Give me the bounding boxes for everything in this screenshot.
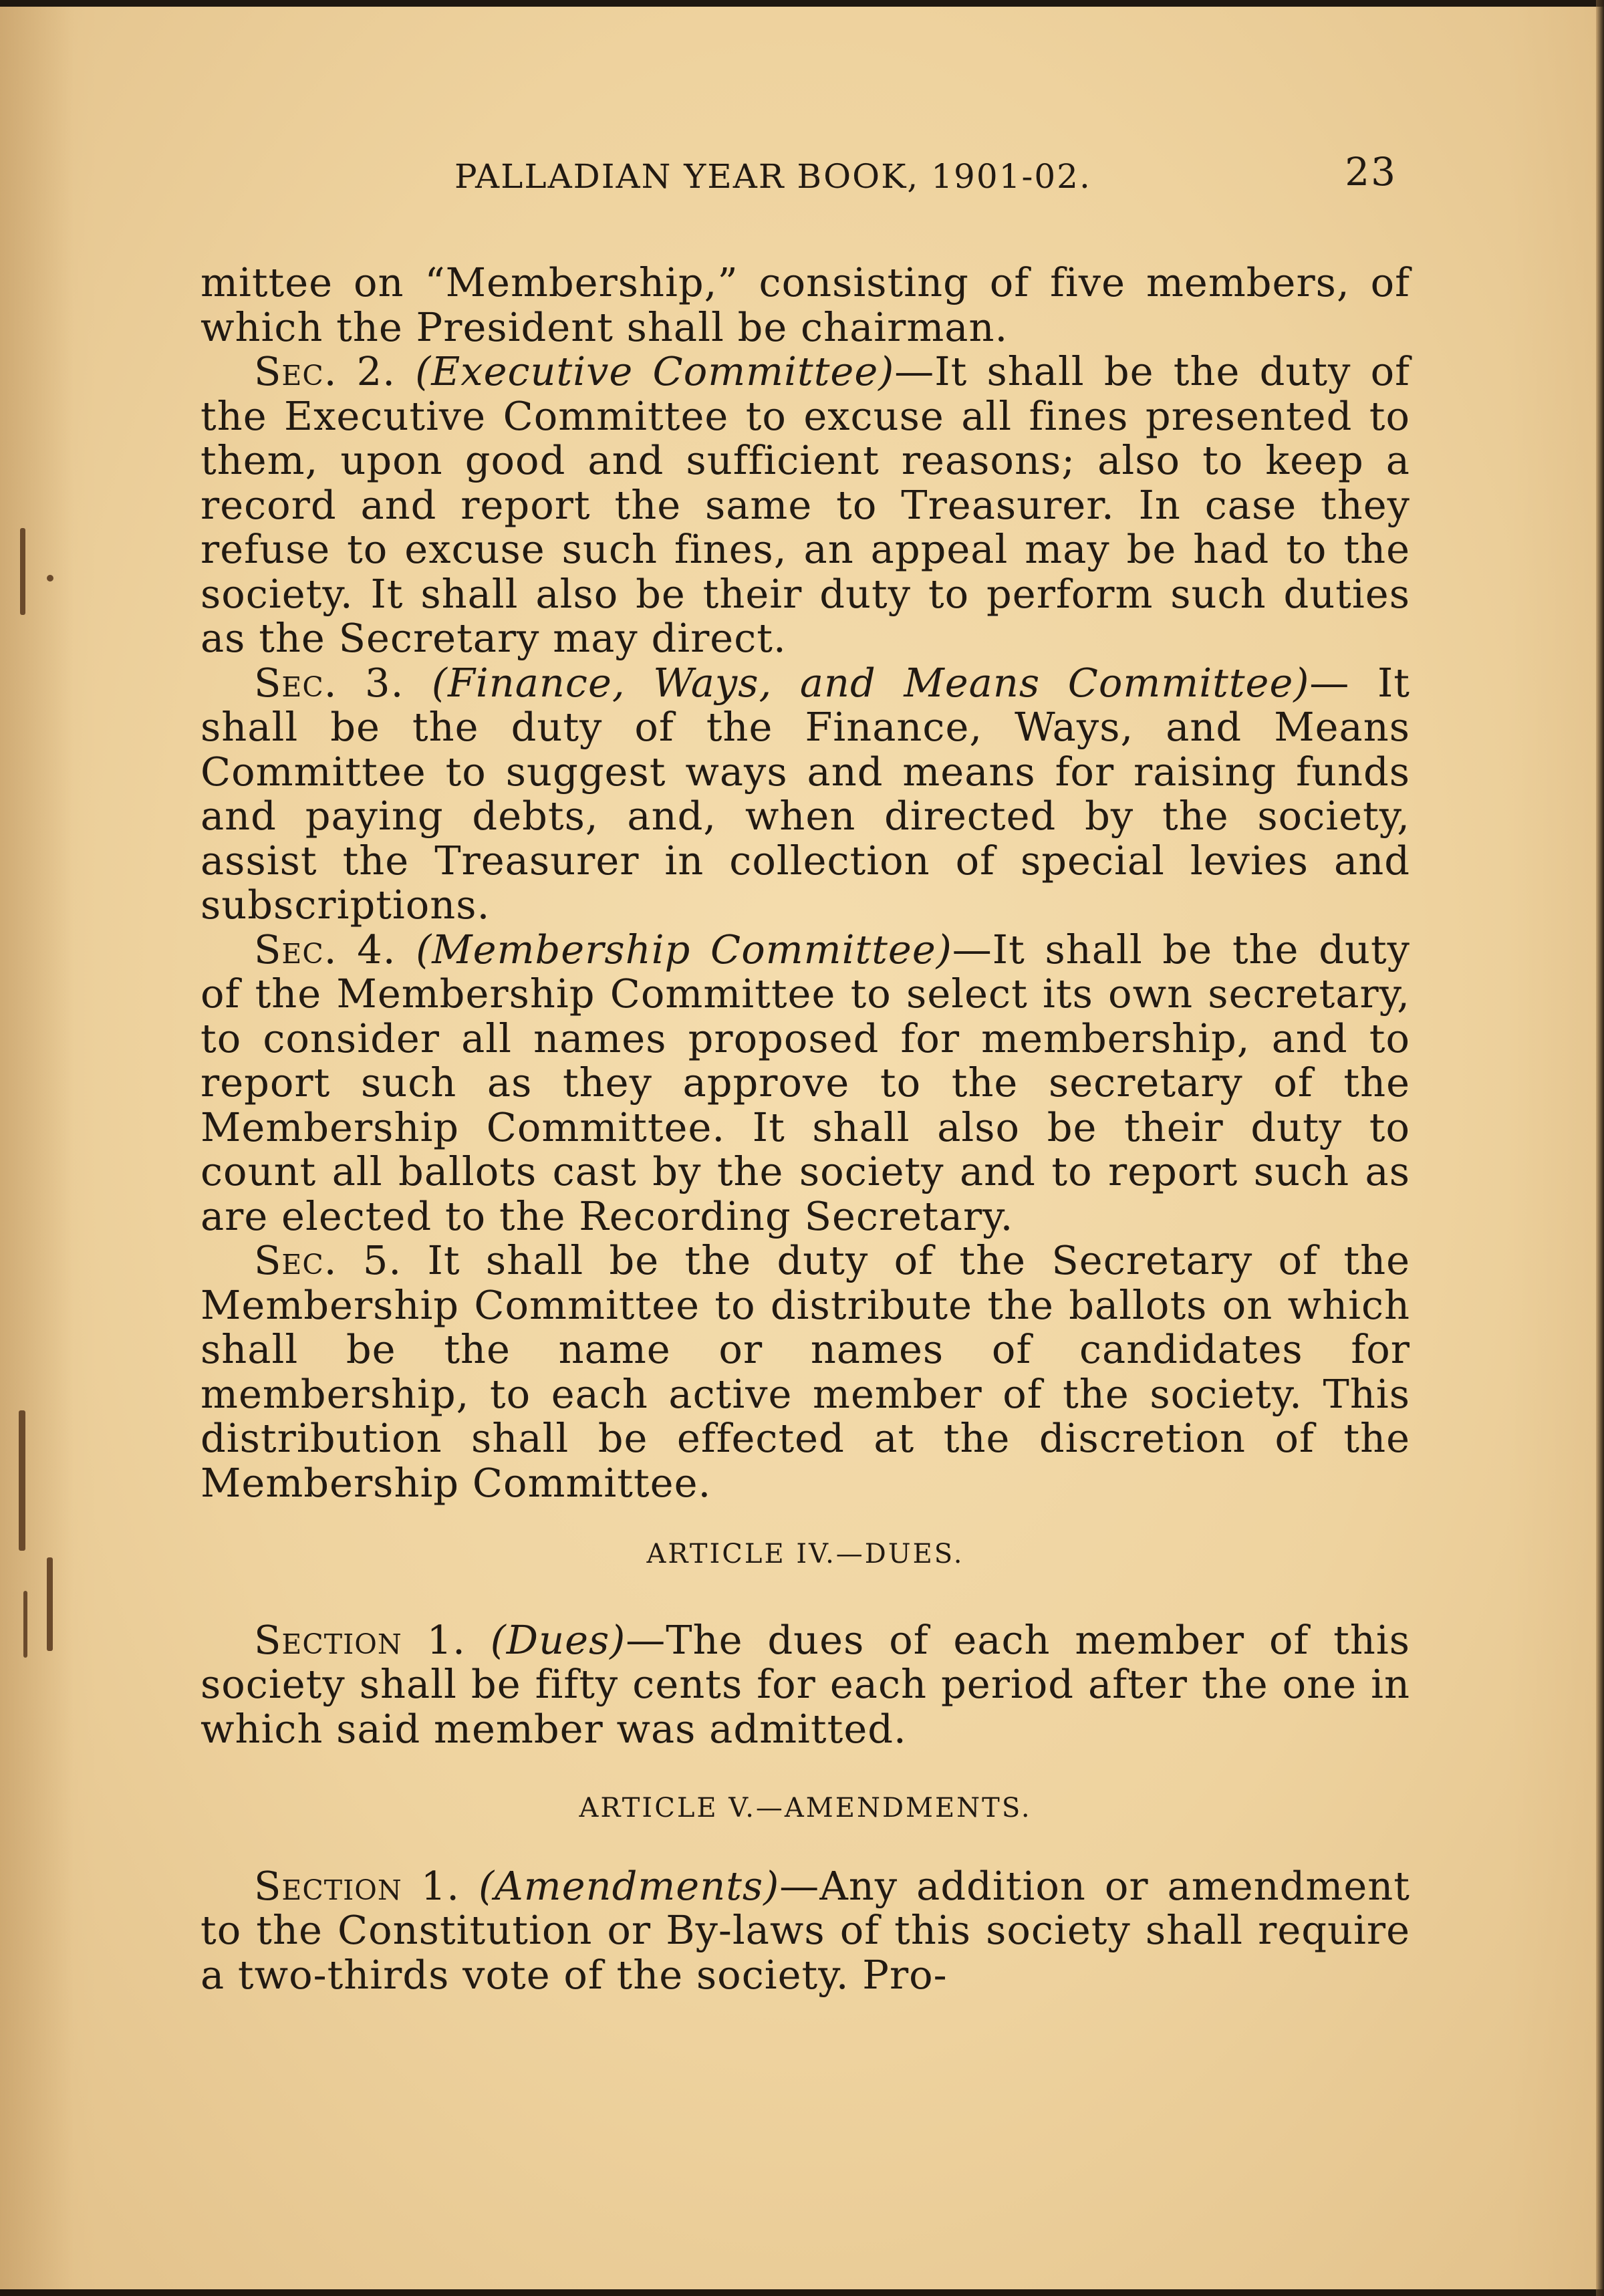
- article-v-section-1: [200, 1864, 1410, 1998]
- running-head: [200, 137, 1410, 197]
- binding-tear-mark: [23, 1591, 27, 1658]
- scan-right-edge: [1596, 0, 1604, 2296]
- article-iv-heading: ARTICLE IV.—DUES.: [646, 1539, 964, 1569]
- text-column: [200, 137, 1410, 1997]
- paragraph-continuation: mittee on “Membership,” consisting of five members, of which the President shall be chairman.: [200, 259, 1410, 350]
- body-text: [200, 261, 1410, 1997]
- section-label: Section 1.: [254, 1616, 466, 1663]
- section-text: — It shall be the duty of the Finance, Ways, and Means Committee to suggest ways and means for raising funds and paying debts, and, when directed by the society, assist the Treasurer in collection of special levies and subscriptions.: [200, 659, 1410, 928]
- binding-tear-mark: [20, 528, 25, 615]
- scan-bottom-edge: [0, 2289, 1604, 2296]
- page-binding-shadow: [0, 0, 74, 2296]
- article-iv-section-1: [200, 1618, 1410, 1752]
- section-text: —It shall be the duty of the Executive Committee to excuse all fines presented to them, upon good and sufficient reasons; also to keep a record and report the same to Treasurer. In case they refuse to excuse such fines, an appeal may be had to the society. It shall also be their duty to perform such duties as the Secretary may direct.: [200, 348, 1410, 661]
- scan-top-edge: [0, 0, 1604, 7]
- section-label: Sec. 3.: [254, 659, 404, 706]
- section-title: (Membership Committee): [416, 926, 952, 973]
- section-title: (Finance, Ways, and Means Committee): [431, 659, 1310, 706]
- binding-tear-mark: [47, 1557, 53, 1651]
- binding-tear-mark: [19, 1410, 25, 1551]
- section-text: —Any addition or amendment to the Constitution or By-laws of this society shall require a two-thirds vote of the society. Pro-: [200, 1862, 1410, 1998]
- binding-tear-mark: [47, 575, 53, 582]
- section-2-paragraph: [200, 350, 1410, 661]
- section-label: Section 1.: [254, 1862, 460, 1909]
- section-text: —It shall be the duty of the Membership Committee to select its own secretary, to consider all names proposed for membership, and to report such as they approve to the secretary of the Membership Committee. It shall also be their duty to count all ballots cast by the society and to report such as are elected to the Recording Secretary.: [200, 926, 1410, 1239]
- page-number: 23: [1345, 149, 1397, 195]
- section-5-paragraph: [200, 1239, 1410, 1505]
- section-label: Sec. 2.: [254, 348, 396, 394]
- section-title: (Executive Committee): [415, 348, 895, 394]
- section-4-paragraph: [200, 928, 1410, 1239]
- section-3-paragraph: [200, 661, 1410, 928]
- section-title: (Amendments): [479, 1862, 780, 1909]
- section-label: Sec. 4.: [254, 926, 396, 973]
- section-text: —The dues of each member of this society shall be fifty cents for each period after the one in which said member was admitted.: [200, 1616, 1411, 1752]
- section-title: (Dues): [490, 1616, 626, 1663]
- section-label: Sec. 5.: [254, 1237, 402, 1283]
- article-v-heading: ARTICLE V.—AMENDMENTS.: [579, 1793, 1032, 1823]
- section-text: It shall be the duty of the Secretary of the Membership Committee to distribute the ballots on which shall be the name or names of candidates for membership, to each active member of the society. This distribution shall be effected at the discretion of the Membership Committee.: [200, 1237, 1410, 1506]
- running-title: PALLADIAN YEAR BOOK, 1901-02.: [454, 157, 1091, 196]
